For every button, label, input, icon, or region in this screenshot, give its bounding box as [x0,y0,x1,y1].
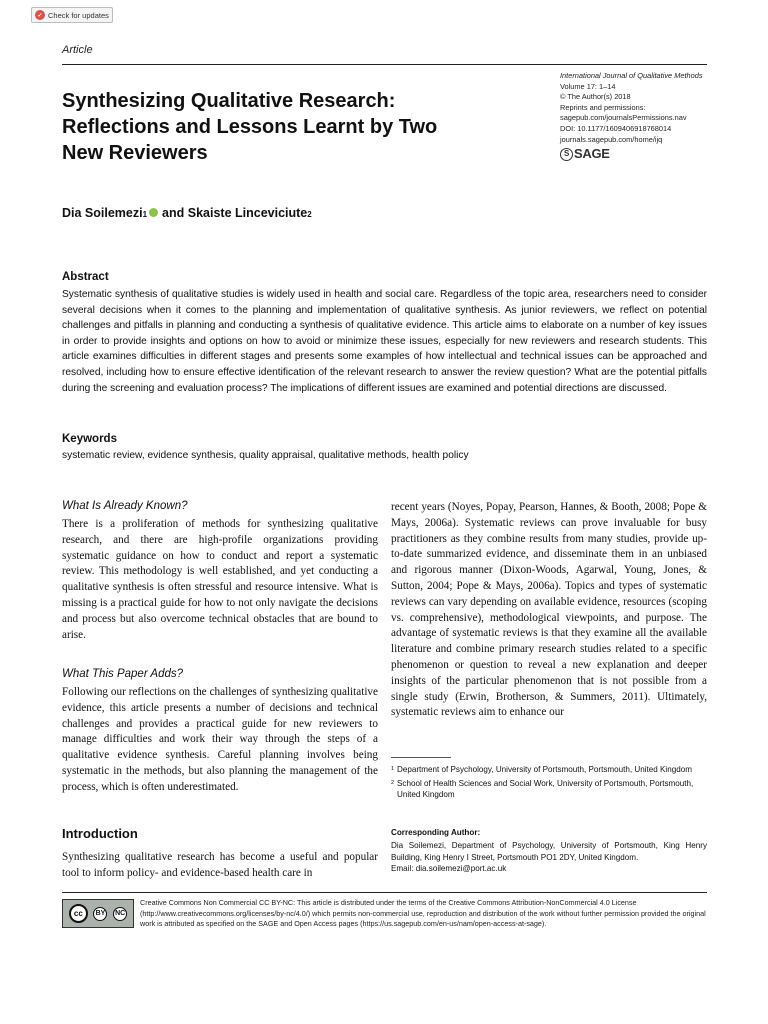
author-2-affiliation: 2 [307,210,312,219]
journal-reprints: Reprints and permissions: [560,102,646,112]
corresponding-author-heading: Corresponding Author: [391,828,481,837]
already-known-section [62,500,378,643]
abstract-text: Systematic synthesis of qualitative studies is widely used in health and social care. Regardless of the topic area, researchers need to consider several decisions when it comes to the planning and implementation of qualitative synthesis. As junior reviewers, we reflect on potential challenges and pitfalls in planning and conducting a synthesis of qualitative evidence. This article aims to elaborate on a number of key issues in order to provide insights and options on how to avoid or minimize these issues, especially for new reviewers and research students. This article examines difficulties in different stages and presents some examples of how intellectual and technical issues can be approached and resolved, including how to ensure effective identification of the relevant research to answer the review question? What are the potential pitfalls during the screening and evaluation process? The implications of different issues are examined and potential directions are discussed. [62,289,707,394]
footnote-item [391,764,707,776]
journal-volume: Volume 17: 1–14 [560,81,616,91]
license-divider [62,892,707,893]
journal-home-link[interactable]: journals.sagepub.com/home/ijq [560,134,663,144]
keywords-heading: Keywords [62,433,117,445]
abstract-heading: Abstract [62,271,109,283]
nc-icon: NC [113,907,127,921]
introduction-heading: Introduction [62,826,138,841]
affiliation-footnotes [391,764,707,803]
sage-s-icon: S [560,148,573,161]
corresponding-author-email[interactable]: Email: dia.soilemezi@port.ac.uk [391,864,507,874]
footnote-item [391,778,707,801]
permissions-link[interactable]: sagepub.com/journalsPermissions.nav [560,113,687,123]
journal-info [560,71,720,161]
header-divider [62,64,707,65]
corresponding-author [391,840,707,875]
cc-license-badge[interactable] [62,899,134,928]
sage-logo [560,148,720,161]
paper-adds-section [62,668,378,796]
crossmark-icon: ✓ [35,10,45,20]
already-known-heading: What Is Already Known? [62,500,188,512]
orcid-icon[interactable] [149,208,158,217]
introduction-text: Synthesizing qualitative research has become a useful and popular tool to inform policy- and evidence-based health care in [62,851,378,879]
footnote-number: 2 [391,779,395,786]
journal-copyright: © The Author(s) 2018 [560,92,631,102]
paper-adds-heading: What This Paper Adds? [62,668,184,680]
check-for-updates-label: Check for updates [48,10,109,20]
article-type: Article [62,44,93,56]
by-icon: BY [93,907,107,921]
footnote-number: 1 [391,766,395,772]
already-known-text: There is a proliferation of methods for synthesizing qualitative research, and there are high-profile organizations providing systematic guidance on how to conduct and report a systematic review. This methodology is well established, and yet conducting a qualitative synthesis is often stressful and resource intensive. What is missing is a practical guide for how to not only navigate the decisions and process but also overcome technical obstacles that are bound to arise. [62,518,378,641]
footnote-divider [391,757,451,758]
license-text: Creative Commons Non Commercial CC BY-NC: This article is distributed under the terms of the Creative Commons Attribution-NonCommercial 4.0 License (http://www.creativecommons.org/licenses/by-nc/4.0/) which permits non-commercial use, reproduction and distribution of the work without further permission provided the original work is attributed as specified on the SAGE and Open Access pages (https://us.sagepub.com/en-us/nam/open-access-at-sage). [140,898,706,928]
authors [62,206,312,220]
author-1[interactable]: Dia Soilemezi [62,206,143,220]
keywords-text: systematic review, evidence synthesis, quality appraisal, qualitative methods, health policy [62,450,469,461]
footnote-text: School of Health Sciences and Social Work, University of Portsmouth, Portsmouth, United Kingdom [397,778,694,800]
sage-logo-text: SAGE [574,146,610,162]
corresponding-author-address: Dia Soilemezi, Department of Psychology, University of Portsmouth, King Henry Building, King Henry I Street, Portsmouth PO1 2DY, United Kingdom. [391,841,707,862]
journal-name: International Journal of Qualitative Methods [560,71,703,80]
right-column-text: recent years (Noyes, Popay, Pearson, Hannes, & Booth, 2008; Pope & Mays, 2006a). Systematic reviews can prove invaluable for busy practitioners as they combine results from many studies, provide up-to-date summarized evidence, and disseminate them in an unbiased and rigorous manner (Dixon-Woods, Agarwal, Young, Jones, & Sutton, 2004; Pope & Mays, 2006a). Topics and types of systematic reviews can vary depending on available evidence, resources (scoping vs. comprehensive), methodological viewpoints, and purpose. The advantage of systematic reviews is that they examine all the available literature and combine primary research studies related to a specific phenomenon or question to reveal a new explanation and deeper insights of the particular phenomenon that is not possible from a single study (Erwin, Brotherson, & Summers, 2011). Ultimately, systematic reviews aim to enhance our [391,501,707,719]
paper-adds-text: Following our reflections on the challenges of synthesizing qualitative evidence, this article presents a number of decisions and technical challenges and provides a practical guide for new reviewers to manage difficulties and work their way through the steps of a qualitative evidence synthesis. Careful planning involves being systematic in the methods, but also planning the management of the process, which is often underestimated. [62,686,378,793]
doi-link[interactable]: DOI: 10.1177/1609406918768014 [560,123,672,133]
paper-title: Synthesizing Qualitative Research: Reflections and Lessons Learnt by Two New Reviewers [62,90,438,164]
cc-icon: cc [69,904,88,923]
check-for-updates-button[interactable] [31,7,113,23]
footnote-text: Department of Psychology, University of Portsmouth, Portsmouth, United Kingdom [397,765,692,774]
author-2[interactable]: and Skaiste Linceviciute [162,206,308,220]
author-1-affiliation: 1 [142,210,148,219]
